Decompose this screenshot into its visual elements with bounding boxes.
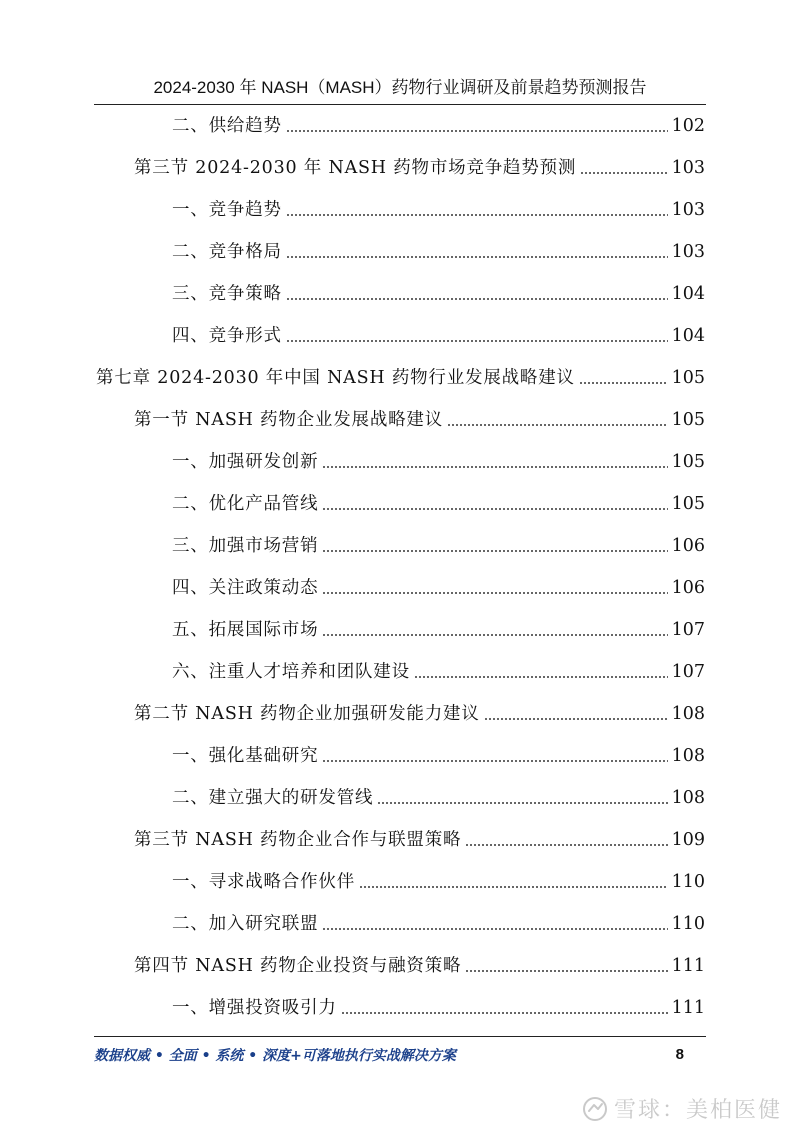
toc-entry[interactable] <box>172 570 705 600</box>
header-divider <box>94 104 706 105</box>
toc-entry-label: 一、强化基础研究 <box>172 746 319 766</box>
toc-entry[interactable] <box>172 318 705 348</box>
toc-leader-dots <box>465 970 667 972</box>
toc-entry[interactable] <box>172 486 705 516</box>
toc-entry[interactable] <box>96 360 705 390</box>
toc-entry-label: 五、拓展国际市场 <box>172 620 319 640</box>
toc-entry[interactable] <box>134 150 705 180</box>
toc-leader-dots <box>286 130 668 132</box>
toc-page-number: 106 <box>671 536 705 556</box>
toc-entry-label: 四、竞争形式 <box>172 326 282 346</box>
toc-entry[interactable] <box>172 990 705 1020</box>
toc-page-number: 104 <box>671 326 705 346</box>
toc-entry-label: 三、竞争策略 <box>172 284 282 304</box>
toc-entry-label: 第一节 NASH 药物企业发展战略建议 <box>134 410 444 430</box>
toc-leader-dots <box>377 802 667 804</box>
toc-page-number: 111 <box>671 998 705 1018</box>
toc-leader-dots <box>414 676 668 678</box>
toc-entry[interactable] <box>172 864 705 894</box>
toc-entry-label: 二、优化产品管线 <box>172 494 319 514</box>
toc-entry-label: 二、供给趋势 <box>172 116 282 136</box>
toc-leader-dots <box>286 298 668 300</box>
toc-leader-dots <box>322 928 667 930</box>
toc-entry-label: 第三节 NASH 药物企业合作与联盟策略 <box>134 830 462 850</box>
toc-leader-dots <box>322 508 667 510</box>
report-title: 2024-2030 年 NASH（MASH）药物行业调研及前景趋势预测报告 <box>153 78 647 97</box>
toc-page-number: 105 <box>671 452 705 472</box>
toc-entry-label: 一、竞争趋势 <box>172 200 282 220</box>
toc-page-number: 106 <box>671 578 705 598</box>
toc-page-number: 107 <box>671 620 705 640</box>
toc-page-number: 103 <box>671 158 705 178</box>
toc-leader-dots <box>465 844 667 846</box>
toc-entry[interactable] <box>172 108 705 138</box>
toc-leader-dots <box>322 760 667 762</box>
toc-entry-label: 六、注重人才培养和团队建设 <box>172 662 410 682</box>
toc-page-number: 111 <box>671 956 705 976</box>
toc-entry-label: 三、加强市场营销 <box>172 536 319 556</box>
toc-entry[interactable] <box>172 738 705 768</box>
toc-page-number: 103 <box>671 242 705 262</box>
toc-entry[interactable] <box>172 654 705 684</box>
watermark-text: 雪球：美柏医健 <box>613 1098 782 1123</box>
toc-leader-dots <box>322 550 667 552</box>
toc-page-number: 107 <box>671 662 705 682</box>
toc-leader-dots <box>322 592 667 594</box>
footer-slogan: 数据权威 • 全面 • 系统 • 深度+可落地执行实战解决方案 <box>94 1048 456 1064</box>
toc-leader-dots <box>580 172 667 174</box>
toc-page-number: 110 <box>671 872 705 892</box>
toc-leader-dots <box>286 340 668 342</box>
toc-page-number: 102 <box>671 116 705 136</box>
toc-entry[interactable] <box>172 528 705 558</box>
toc-page-number: 105 <box>671 494 705 514</box>
toc-entry[interactable] <box>134 822 705 852</box>
toc-page-number: 109 <box>671 830 705 850</box>
toc-entry[interactable] <box>172 780 705 810</box>
toc-page-number: 108 <box>671 704 705 724</box>
xueqiu-logo-icon <box>582 1096 608 1122</box>
page-number: 8 <box>675 1046 684 1063</box>
toc-leader-dots <box>341 1012 668 1014</box>
toc-page-number: 104 <box>671 284 705 304</box>
toc-leader-dots <box>359 886 668 888</box>
toc-page-number: 110 <box>671 914 705 934</box>
toc-entry-label: 二、竞争格局 <box>172 242 282 262</box>
toc-entry-label: 二、建立强大的研发管线 <box>172 788 374 808</box>
toc-entry[interactable] <box>172 906 705 936</box>
toc-entry-label: 第七章 2024-2030 年中国 NASH 药物行业发展战略建议 <box>96 368 575 388</box>
toc-leader-dots <box>579 382 668 384</box>
toc-entry[interactable] <box>172 444 705 474</box>
toc-page-number: 108 <box>671 788 705 808</box>
toc-leader-dots <box>286 256 668 258</box>
toc-entry-label: 第四节 NASH 药物企业投资与融资策略 <box>134 956 462 976</box>
toc-entry[interactable] <box>172 276 705 306</box>
toc-page-number: 105 <box>671 410 705 430</box>
toc-entry[interactable] <box>134 402 705 432</box>
toc-entry-label: 二、加入研究联盟 <box>172 914 319 934</box>
toc-leader-dots <box>484 718 668 720</box>
toc-entry[interactable] <box>172 612 705 642</box>
toc-leader-dots <box>322 634 667 636</box>
toc-entry[interactable] <box>134 696 705 726</box>
toc-page-number: 108 <box>671 746 705 766</box>
toc-entry-label: 一、寻求战略合作伙伴 <box>172 872 355 892</box>
footer-divider <box>94 1036 706 1037</box>
toc-entry[interactable] <box>172 234 705 264</box>
toc-entry-label: 四、关注政策动态 <box>172 578 319 598</box>
watermark <box>582 1093 782 1124</box>
toc-entry-label: 第二节 NASH 药物企业加强研发能力建议 <box>134 704 480 724</box>
toc-entry-label: 第三节 2024-2030 年 NASH 药物市场竞争趋势预测 <box>134 158 577 178</box>
toc-leader-dots <box>286 214 668 216</box>
toc-page-number: 105 <box>671 368 705 388</box>
toc-entry[interactable] <box>172 192 705 222</box>
toc-leader-dots <box>322 466 667 468</box>
toc-entry-label: 一、增强投资吸引力 <box>172 998 337 1018</box>
toc-entry-label: 一、加强研发创新 <box>172 452 319 472</box>
toc-entry[interactable] <box>134 948 705 978</box>
toc-leader-dots <box>447 424 668 426</box>
toc-page-number: 103 <box>671 200 705 220</box>
